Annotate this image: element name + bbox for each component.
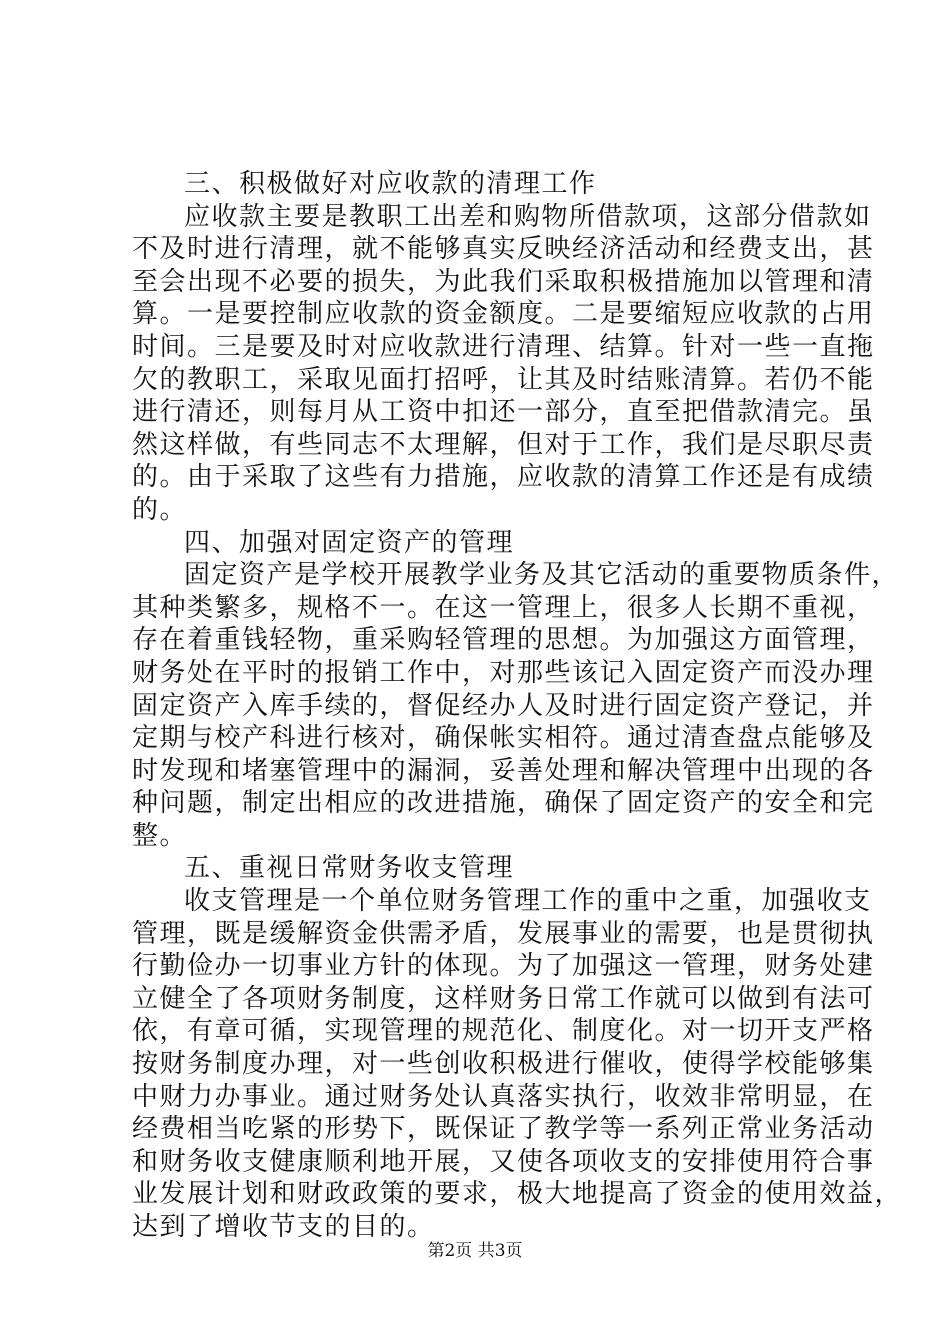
paragraph-line: 然这样做，有些同志不太理解，但对于工作，我们是尽职尽责 bbox=[132, 429, 875, 460]
page-number-footer: 第2页 共3页 bbox=[427, 1241, 523, 1261]
section-heading-3: 三、积极做好对应收款的清理工作 bbox=[184, 169, 597, 199]
paragraph-line: 进行清还，则每月从工资中扣还一部分，直至把借款清完。虽 bbox=[132, 397, 875, 428]
paragraph-line: 整。 bbox=[132, 820, 188, 851]
paragraph-line: 种问题，制定出相应的改进措施，确保了固定资产的安全和完 bbox=[132, 788, 875, 819]
paragraph-line: 和财务收支健康顺利地开展，又使各项收支的安排使用符合事 bbox=[132, 1146, 875, 1177]
paragraph-line: 定期与校产科进行核对，确保帐实相符。通过清查盘点能够及 bbox=[132, 723, 875, 754]
paragraph-line: 业发展计划和财政政策的要求，极大地提高了资金的使用效益， bbox=[132, 1179, 903, 1210]
paragraph-line: 固定资产入库手续的，督促经办人及时进行固定资产登记，并 bbox=[132, 690, 875, 721]
paragraph-line: 财务处在平时的报销工作中，对那些该记入固定资产而没办理 bbox=[132, 657, 875, 688]
paragraph-line: 行勤俭办一切事业方针的体现。为了加强这一管理，财务处建 bbox=[132, 951, 875, 982]
paragraph-line: 存在着重钱轻物，重采购轻管理的思想。为加强这方面管理， bbox=[132, 625, 875, 656]
paragraph-line: 固定资产是学校开展教学业务及其它活动的重要物质条件， bbox=[184, 560, 900, 591]
paragraph-line: 时发现和堵塞管理中的漏洞，妥善处理和解决管理中出现的各 bbox=[132, 755, 875, 786]
paragraph-line: 经费相当吃紧的形势下，既保证了教学等一系列正常业务活动 bbox=[132, 1114, 875, 1145]
paragraph-line: 时间。三是要及时对应收款进行清理、结算。针对一些一直拖 bbox=[132, 331, 875, 362]
document-body bbox=[132, 168, 903, 1244]
paragraph-line: 管理，既是缓解资金供需矛盾，发展事业的需要，也是贯彻执 bbox=[132, 918, 875, 949]
paragraph-line: 至会出现不必要的损失，为此我们采取积极措施加以管理和清 bbox=[132, 266, 875, 297]
paragraph-line: 中财力办事业。通过财务处认真落实执行，收效非常明显，在 bbox=[132, 1081, 875, 1112]
paragraph-line: 欠的教职工，采取见面打招呼，让其及时结账清算。若仍不能 bbox=[132, 364, 875, 395]
paragraph-line: 的。由于采取了这些有力措施，应收款的清算工作还是有成绩 bbox=[132, 462, 875, 493]
paragraph-line: 的。 bbox=[132, 494, 188, 525]
paragraph-line: 其种类繁多，规格不一。在这一管理上，很多人长期不重视， bbox=[132, 592, 875, 623]
paragraph-line: 应收款主要是教职工出差和购物所借款项，这部分借款如 bbox=[184, 201, 872, 232]
paragraph-line: 立健全了各项财务制度，这样财务日常工作就可以做到有法可 bbox=[132, 983, 875, 1014]
paragraph-line: 收支管理是一个单位财务管理工作的重中之重，加强收支 bbox=[184, 886, 872, 917]
paragraph-line: 不及时进行清理，就不能够真实反映经济活动和经费支出，甚 bbox=[132, 234, 875, 265]
paragraph-line: 算。一是要控制应收款的资金额度。二是要缩短应收款的占用 bbox=[132, 299, 875, 330]
paragraph-line: 按财务制度办理，对一些创收积极进行催收，使得学校能够集 bbox=[132, 1049, 875, 1080]
paragraph-line: 达到了增收节支的目的。 bbox=[132, 1212, 435, 1242]
section-heading-5: 五、重视日常财务收支管理 bbox=[184, 853, 515, 884]
section-heading-4: 四、加强对固定资产的管理 bbox=[184, 527, 515, 558]
paragraph-line: 依，有章可循，实现管理的规范化、制度化。对一切开支严格 bbox=[132, 1016, 875, 1047]
